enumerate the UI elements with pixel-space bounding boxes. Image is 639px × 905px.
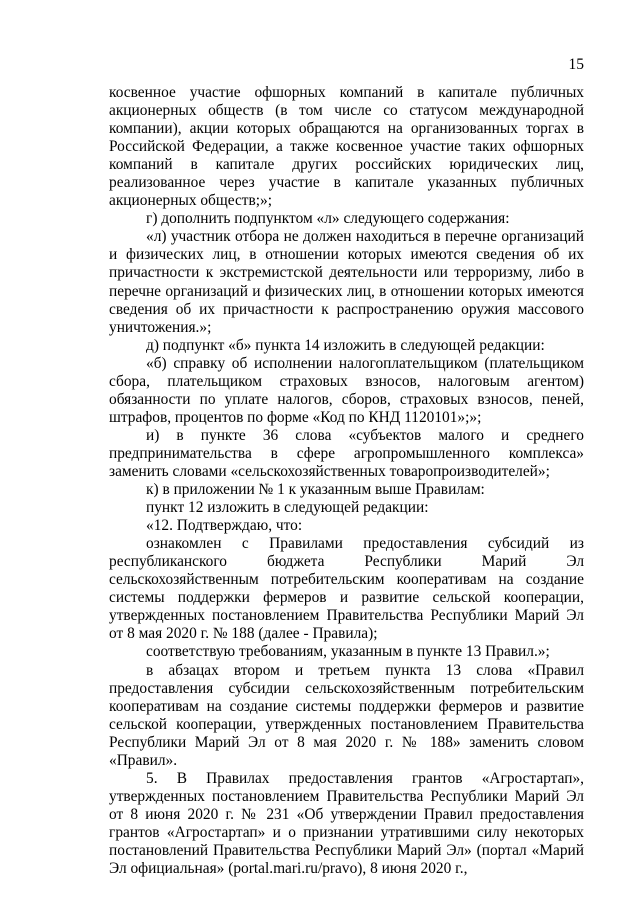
paragraph-item-i: и) в пункте 36 слова «субъектов малого и среднего предпринимательства в сфере агропромышленного комплекса» заменить словами «сельскохозяйственных товаропроизводителей»; — [109, 426, 584, 480]
paragraph-item-k: к) в приложении № 1 к указанным выше Правилам: — [146, 481, 485, 499]
paragraph-section-5: 5. В Правилах предоставления грантов «Агростартап», утвержденных постановлением Правительства Республики Марий Эл от 8 июня 2020 г. № 231 «Об утверждении Правил предоставления грантов «Агростартап» и о признании утратившими силу некоторых постановлений Правительства Республики Марий Эл» (портал «Марий Эл официальная» (portal.mari.ru/pravo), 8 июня 2020 г., — [109, 769, 584, 878]
page-number: 15 — [568, 56, 584, 73]
paragraph-compliance: соответствую требованиям, указанным в пункте 13 Правил.»; — [146, 643, 550, 661]
paragraph-item-d: д) подпункт «б» пункта 14 изложить в следующей редакции: — [146, 336, 545, 354]
paragraph-item-g: г) дополнить подпунктом «л» следующего содержания: — [146, 210, 510, 228]
paragraph-acquainted: ознакомлен с Правилами предоставления субсидий из республиканского бюджета Республики Марий Эл сельскохозяйственным потребительским кооперативам на создание системы поддержки фермеров и развитие сельской кооперации, утвержденных постановлением Правительства Республики Марий Эл от 8 мая 2020 г. № 188 (далее - Правила); — [109, 535, 584, 643]
paragraph-offshore-participation: косвенное участие офшорных компаний в капитале публичных акционерных обществ (в том числе со статусом международной компании), акции которых обращаются на организованных торгах в Российской Федерации, а также косвенное участие таких офшорных компаний в капитале других российских юридических лиц, реализованное через участие в капитале указанных публичных акционерных обществ;»; — [109, 84, 584, 210]
paragraph-point-13: в абзацах втором и третьем пункта 13 слова «Правил предоставления субсидии сельскохозяйственным потребительским кооперативам на создание системы поддержки фермеров и развитие сельской кооперации, утвержденных постановлением Правительства Республики Марий Эл от 8 мая 2020 г. № 188» заменить словом «Правил». — [109, 661, 584, 769]
paragraph-subitem-l: «л) участник отбора не должен находиться в перечне организаций и физических лиц, в отношении которых имеются сведения об их причастности к экстремистской деятельности или терроризму, либо в перечне организаций и физических лиц, в отношении которых имеются сведения об их причастности к распространению оружия массового уничтожения.»; — [109, 228, 584, 336]
document-body — [109, 84, 584, 878]
paragraph-confirm: «12. Подтверждаю, что: — [146, 517, 303, 535]
paragraph-subitem-b: «б) справку об исполнении налогоплательщиком (плательщиком сбора, плательщиком страховых взносов, налоговым агентом) обязанности по уплате налогов, сборов, страховых взносов, пеней, штрафов, процентов по форме «Код по КНД 1120101»;»; — [109, 354, 584, 426]
paragraph-point-12: пункт 12 изложить в следующей редакции: — [146, 499, 429, 517]
